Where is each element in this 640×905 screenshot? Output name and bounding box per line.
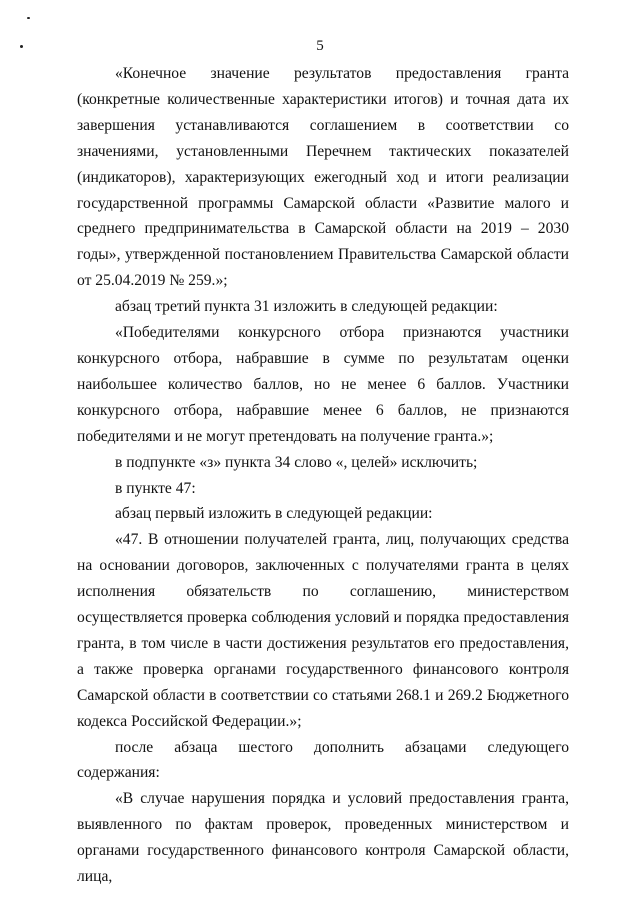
page-number: 5 <box>316 38 324 54</box>
paragraph-item-47: в пункте 47: <box>115 479 196 497</box>
paragraph-add-after-sixth: после абзаца шестого дополнить абзацами следующего содержания: <box>77 738 569 782</box>
paragraph-winners-selection: «Победителями конкурсного отбора признаются участники конкурсного отбора, набравшие в сумме по результатам оценки наибольшее количество баллов, но не менее 6 баллов. Участники конкурсного отбора, набравшие менее 6 баллов, не признаются победителями и не могут претендовать на получение гранта.»; <box>77 324 569 445</box>
paragraph-amend-item-31: абзац третий пункта 31 изложить в следующей редакции: <box>115 298 498 316</box>
paragraph-final-result-value: «Конечное значение результатов предоставления гранта (конкретные количественные характеристики итогов) и точная дата их завершения устанавливаются соглашением в соответствии со значениями, установленными Перечнем тактических показателей (индикаторов), характеризующих ежегодный ход и итоги реализации государственной программы Самарской области «Развитие малого и среднего предпринимательства в Самарской области на 2019 – 2030 годы», утвержденной постановлением Правительства Самарской области от 25.04.2019 № 259.»; <box>77 65 569 290</box>
paragraph-amend-item-34: в подпункте «з» пункта 34 слово «, целей» исключить; <box>115 453 478 471</box>
paragraph-amend-first-abzac: абзац первый изложить в следующей редакции: <box>115 505 433 523</box>
scan-speck <box>27 17 30 19</box>
document-body <box>77 61 569 890</box>
paragraph-item-47-text: «47. В отношении получателей гранта, лиц, получающих средства на основании договоров, заключенных с получателями гранта в целях исполнения обязательств по соглашению, министерством осуществляется проверка соблюдения условий и порядка предоставления гранта, в том числе в части достижения результатов его предоставления, а также проверка органами государственного финансового контроля Самарской области в соответствии со статьями 268.1 и 269.2 Бюджетного кодекса Российской Федерации.»; <box>77 531 569 730</box>
paragraph-violation-case: «В случае нарушения порядка и условий предоставления гранта, выявленного по фактам проверок, проведенных министерством и органами государственного финансового контроля Самарской области, лица, <box>77 790 569 886</box>
